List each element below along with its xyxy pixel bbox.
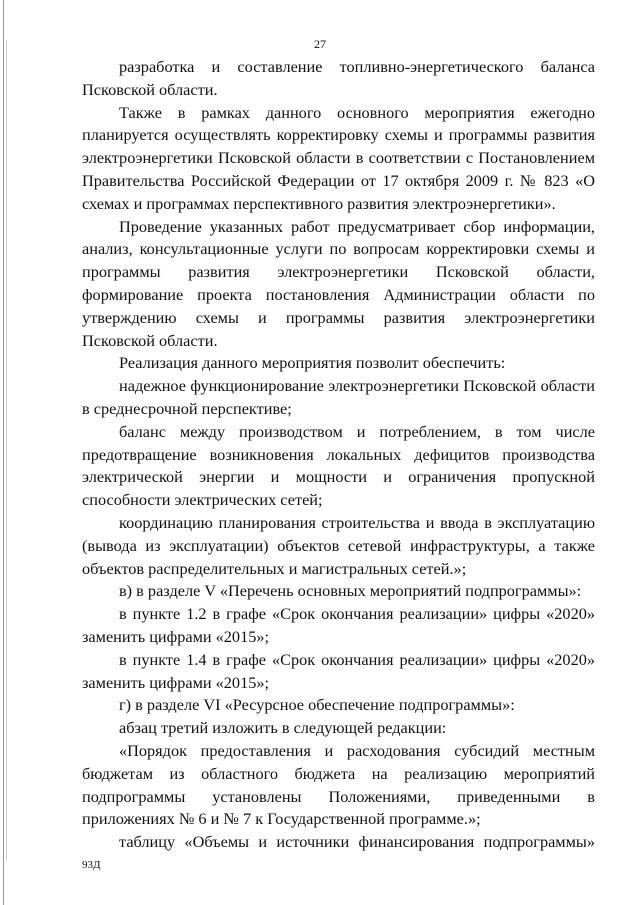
paragraph: баланс между производством и потреблением, в том числе предотвращение возникновения локальных дефицитов производства электрической энергии и мощности и ограничения пропускной способности электрических сетей; — [82, 421, 595, 510]
document-body — [82, 56, 595, 854]
paragraph: Реализация данного мероприятия позволит обеспечить: — [119, 353, 506, 373]
page-number: 27 — [314, 37, 326, 51]
paragraph: г) в разделе VI «Ресурсное обеспечение подпрограммы»: — [119, 695, 515, 715]
paragraph: абзац третий изложить в следующей редакции: — [119, 718, 447, 738]
paragraph: Также в рамках данного основного мероприятия ежегодно планируется осуществлять корректировку схемы и программы развития электроэнергетики Псковской области в соответствии с Постановлением Правительства Российской Федерации от 17 октября 2009 г. № 823 «О схемах и программах перспективного развития электроэнергетики». — [82, 102, 595, 213]
paragraph: надежное функционирование электроэнергетики Псковской области в среднесрочной перспективе; — [82, 376, 595, 418]
paragraph: разработка и составление топливно-энергетического баланса Псковской области. — [82, 57, 595, 99]
paragraph: «Порядок предоставления и расходования субсидий местным бюджетам из областного бюджета на реализацию мероприятий подпрограммы установлены Положениями, приведенными в приложениях № 6 и № 7 к Государственной программе.»; — [82, 740, 595, 829]
scan-edge-line — [3, 0, 4, 905]
scan-edge-shadow — [6, 40, 7, 860]
paragraph: координацию планирования строительства и ввода в эксплуатацию (вывода из эксплуатации) объектов сетевой инфраструктуры, а также объектов распределительных и магистральных сетей.»; — [82, 512, 595, 578]
paragraph: в) в разделе V «Перечень основных мероприятий подпрограммы»: — [119, 581, 582, 601]
paragraph: в пункте 1.2 в графе «Срок окончания реализации» цифры «2020» заменить цифрами «2015»; — [82, 604, 595, 646]
paragraph: таблицу «Объемы и источники финансирования подпрограммы» — [119, 832, 595, 852]
paragraph: в пункте 1.4 в графе «Срок окончания реализации» цифры «2020» заменить цифрами «2015»; — [82, 649, 595, 692]
paragraph: Проведение указанных работ предусматривает сбор информации, анализ, консультационные услуги по вопросам корректировки схемы и программы развития электроэнергетики Псковской области, формирование проекта постановления Администрации области по утверждению схемы и программы развития электроэнергетики Псковской области. — [82, 216, 595, 350]
footer-code: 93Д — [82, 859, 101, 871]
